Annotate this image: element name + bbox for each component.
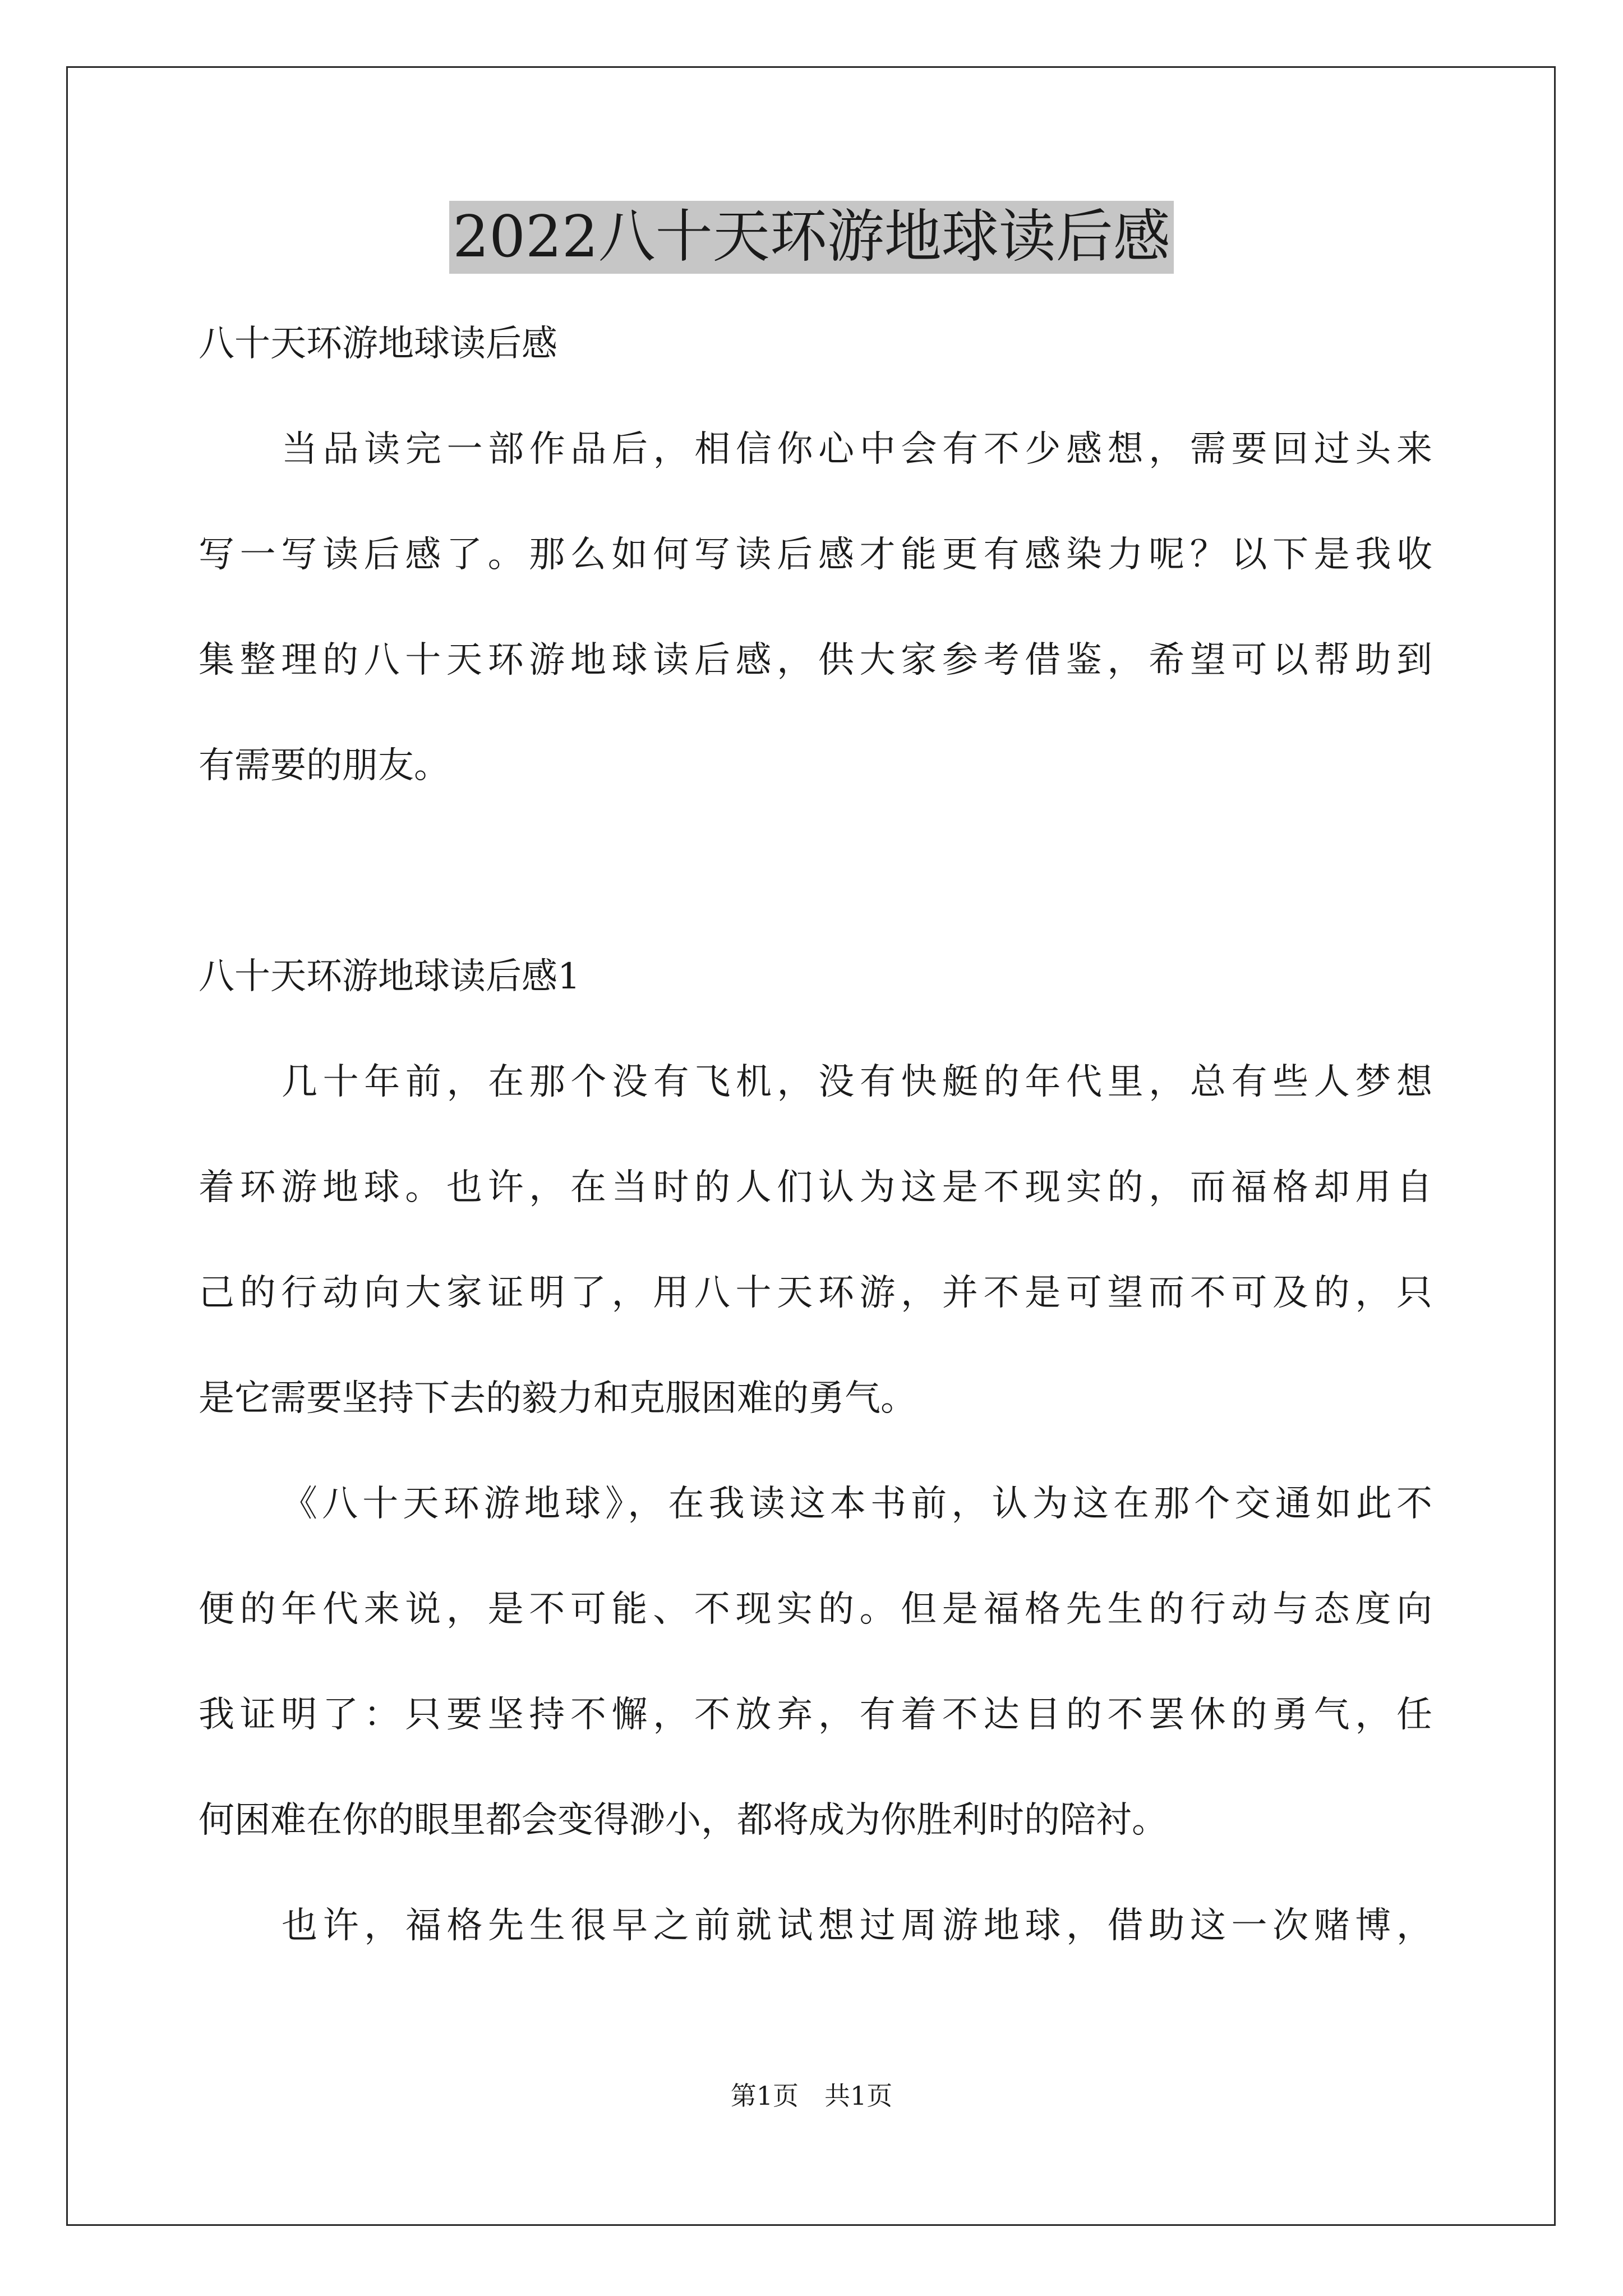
document-title: 2022八十天环游地球读后感: [449, 201, 1174, 274]
section-1-heading: 八十天环游地球读后感1: [199, 956, 580, 997]
paragraph-2-line: 何困难在你的眼里都会变得渺小，都将成为你胜利时的陪衬。: [199, 1800, 1168, 1841]
paragraph-2-line: 便的年代来说，是不可能、不现实的。但是福格先生的行动与态度向: [199, 1589, 1432, 1630]
paragraph-2: [199, 1477, 1432, 1847]
paragraph-1-line: 几十年前，在那个没有飞机，没有快艇的年代里，总有些人梦想: [282, 1061, 1432, 1103]
paragraph-3: [199, 1899, 1432, 1953]
paragraph-2-line: 我证明了：只要坚持不懈，不放弃，有着不达目的不罢休的勇气，任: [199, 1694, 1432, 1736]
paragraph-1-line: 己的行动向大家证明了，用八十天环游，并不是可望而不可及的，只: [199, 1272, 1432, 1314]
document-body: [199, 317, 1432, 1953]
intro-line: 写一写读后感了。那么如何写读后感才能更有感染力呢？以下是我收: [199, 534, 1432, 576]
paragraph-1: [199, 1055, 1432, 1425]
intro-paragraph: [199, 422, 1432, 793]
intro-heading: 八十天环游地球读后感: [199, 323, 557, 365]
page-total: 共1页: [824, 2081, 893, 2111]
document-title-block: [0, 201, 1623, 274]
paragraph-2-line: 《八十天环游地球》，在我读这本书前，认为这在那个交通如此不: [282, 1483, 1432, 1525]
paragraph-3-line: 也许，福格先生很早之前就试想过周游地球，借助这一次赌博，: [282, 1905, 1432, 1947]
paragraph-1-line: 是它需要坚持下去的毅力和克服困难的勇气。: [199, 1378, 916, 1419]
intro-line: 集整理的八十天环游地球读后感，供大家参考借鉴，希望可以帮助到: [199, 639, 1432, 681]
page-number: 第1页: [730, 2081, 799, 2111]
intro-line: 当品读完一部作品后，相信你心中会有不少感想，需要回过头来: [282, 429, 1432, 470]
intro-line: 有需要的朋友。: [199, 745, 450, 786]
page-footer: [0, 2079, 1623, 2113]
paragraph-1-line: 着环游地球。也许，在当时的人们认为这是不现实的，而福格却用自: [199, 1167, 1432, 1208]
